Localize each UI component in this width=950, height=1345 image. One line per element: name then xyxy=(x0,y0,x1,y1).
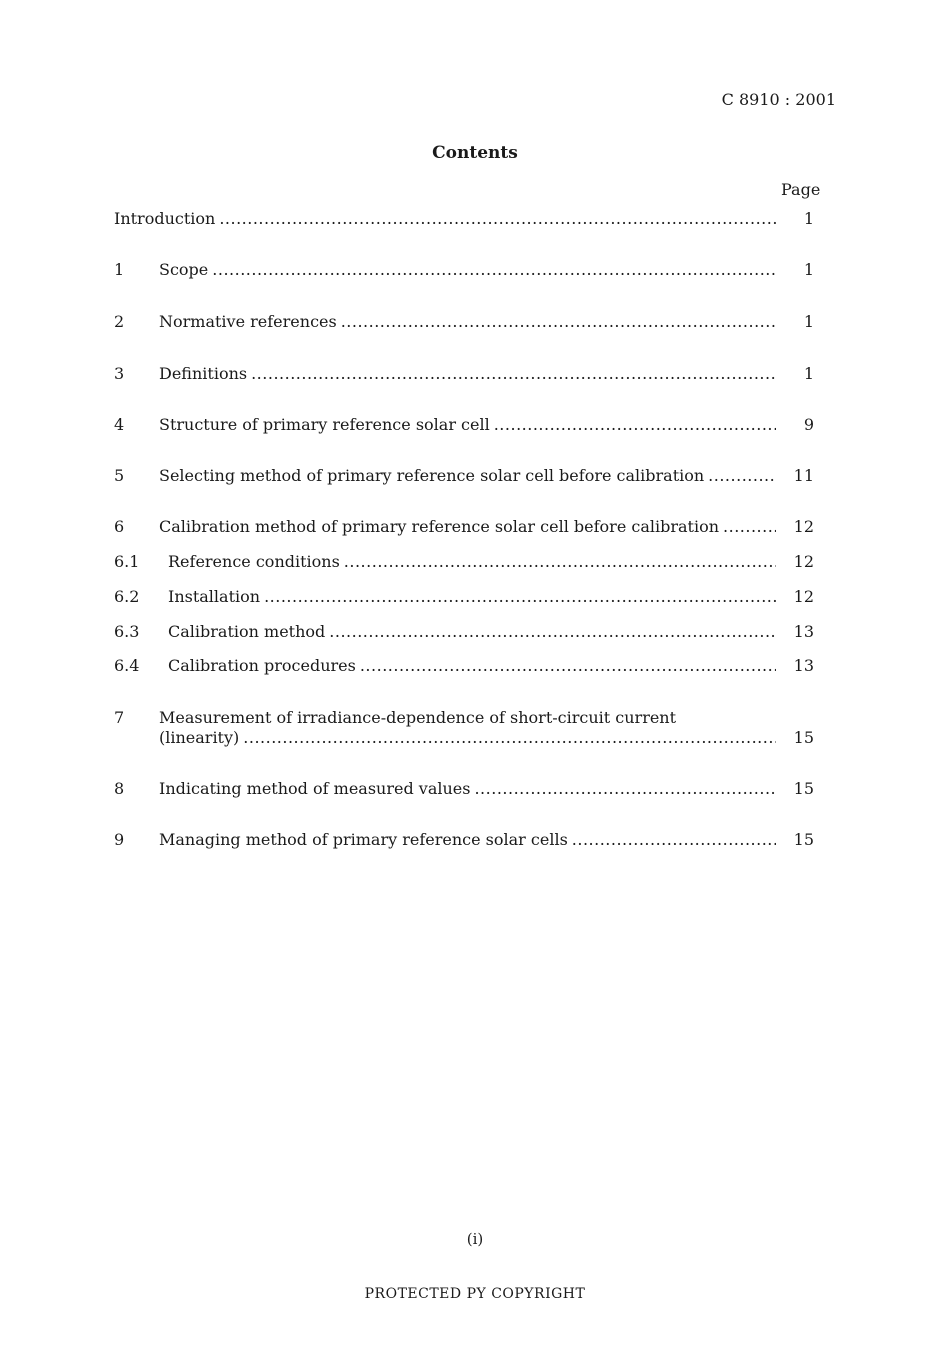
toc-entry-page: 1 xyxy=(803,364,814,383)
toc-entry-managing-method[interactable] xyxy=(114,830,824,850)
toc-entry-structure[interactable] xyxy=(114,415,824,435)
toc-entry-number: 1 xyxy=(114,260,125,279)
toc-entry-calibration-method-section[interactable] xyxy=(114,517,824,537)
toc-entry-text: Reference conditions xyxy=(168,552,340,571)
toc-entry-text: Managing method of primary reference solar cells xyxy=(159,830,568,849)
toc-entry-page: 11 xyxy=(793,466,814,485)
toc-entry-page: 12 xyxy=(793,552,814,571)
toc-entry-number: 6.2 xyxy=(114,587,140,606)
toc-entry-text: Selecting method of primary reference solar cell before calibration xyxy=(159,466,705,485)
toc-entry-number: 3 xyxy=(114,364,125,383)
toc-entry-text: Calibration procedures xyxy=(168,656,356,675)
toc-entry-text: Calibration method of primary reference solar cell before calibration xyxy=(159,517,720,536)
toc-entry-page: 1 xyxy=(803,260,814,279)
toc-entry-page: 13 xyxy=(793,622,814,641)
toc-entry-number: 5 xyxy=(114,466,125,485)
toc-entry-text: Definitions xyxy=(159,364,248,383)
toc-entry-text: Structure of primary reference solar cell xyxy=(159,415,490,434)
toc-entry-number: 6.4 xyxy=(114,656,140,675)
toc-entry-page: 12 xyxy=(793,587,814,606)
toc-entry-text: Scope xyxy=(159,260,209,279)
toc-entry-definitions[interactable] xyxy=(114,364,824,384)
toc-entry-page: 13 xyxy=(793,656,814,675)
toc-entry-calibration-method[interactable] xyxy=(114,622,824,642)
toc-entry-page: 15 xyxy=(793,779,814,798)
toc-entry-text: Installation xyxy=(168,587,261,606)
toc-entry-indicating-method[interactable] xyxy=(114,779,824,799)
toc-entry-number: 2 xyxy=(114,312,125,331)
toc-entry-page: 15 xyxy=(793,830,814,849)
toc-entry-number: 8 xyxy=(114,779,125,798)
toc-entry-scope[interactable] xyxy=(114,260,824,280)
copyright-notice: PROTECTED PY COPYRIGHT xyxy=(364,1286,586,1302)
toc-entry-reference-conditions[interactable] xyxy=(114,552,824,572)
toc-entry-number: 9 xyxy=(114,830,125,849)
page-column-heading: Page xyxy=(781,180,821,199)
toc-entry-measurement-linearity[interactable] xyxy=(114,708,824,748)
toc-entry-calibration-procedures[interactable] xyxy=(114,656,824,676)
toc-entry-page: 15 xyxy=(793,728,814,747)
toc-entry-number: 6 xyxy=(114,517,125,536)
toc-entry-normative-references[interactable] xyxy=(114,312,824,332)
toc-entry-number: 6.1 xyxy=(114,552,140,571)
toc-entry-text: Measurement of irradiance-dependence of short-circuit current xyxy=(159,708,677,727)
page-number: (i) xyxy=(466,1230,484,1248)
toc-entry-introduction[interactable] xyxy=(114,209,824,229)
page-title: Contents xyxy=(432,143,518,163)
toc-entry-number: 4 xyxy=(114,415,125,434)
toc-entry-text: Introduction xyxy=(114,209,216,228)
toc-entry-text: Normative references xyxy=(159,312,337,331)
toc-entry-installation[interactable] xyxy=(114,587,824,607)
toc-entry-text: Indicating method of measured values xyxy=(159,779,471,798)
toc-entry-page: 1 xyxy=(803,209,814,228)
toc-entry-number: 6.3 xyxy=(114,622,140,641)
toc-entry-page: 9 xyxy=(803,415,814,434)
toc-entry-text-continued: (linearity) xyxy=(159,728,240,747)
toc-entry-page: 1 xyxy=(803,312,814,331)
toc-entry-page: 12 xyxy=(793,517,814,536)
document-id: C 8910 : 2001 xyxy=(721,90,836,109)
toc-entry-selecting-method[interactable] xyxy=(114,466,824,486)
toc-entry-text: Calibration method xyxy=(168,622,326,641)
toc-entry-number: 7 xyxy=(114,708,125,727)
